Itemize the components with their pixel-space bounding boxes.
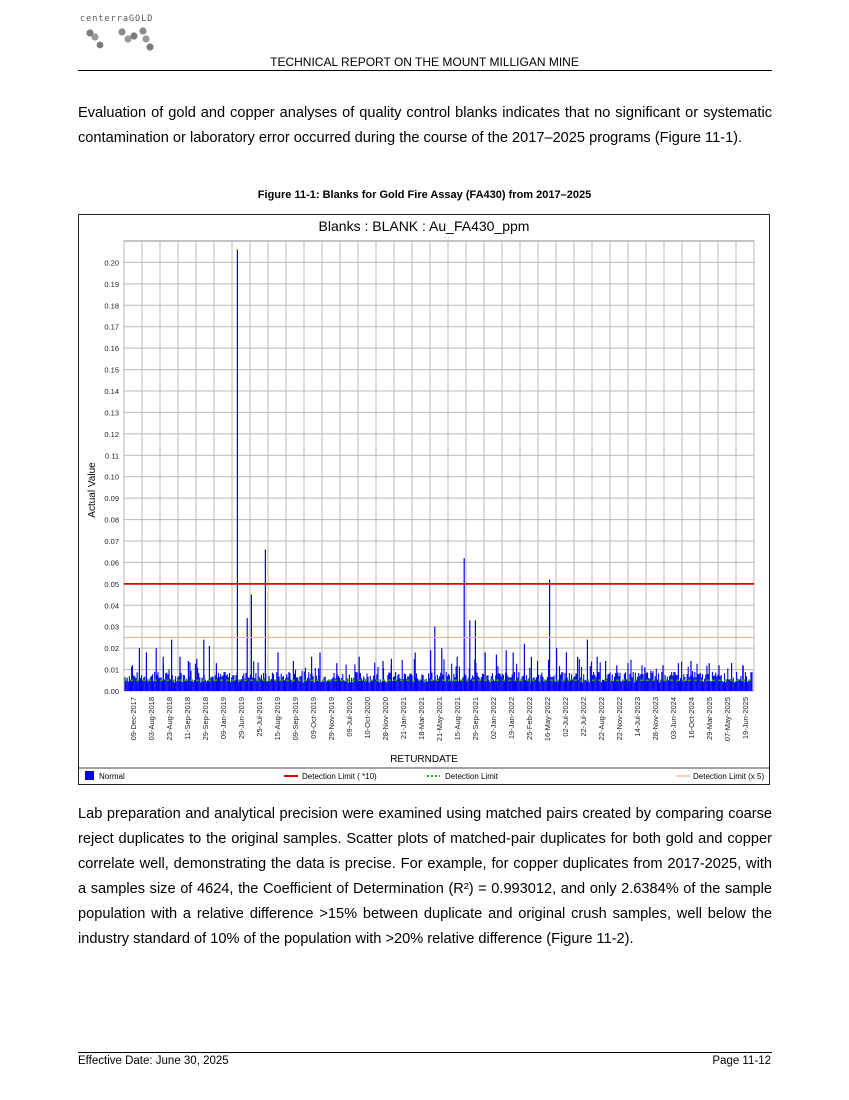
x-tick-label: 09-Jan-2019 xyxy=(219,697,228,740)
x-tick-label: 16-May-2022 xyxy=(543,697,552,742)
x-tick-label: 29-Jun-2019 xyxy=(237,697,246,740)
x-tick-label: 22-Aug-2022 xyxy=(597,697,606,741)
x-tick-label: 02-Jul-2022 xyxy=(561,697,570,737)
y-tick-label: 0.15 xyxy=(104,365,119,375)
x-tick-label: 29-Sep-2021 xyxy=(471,697,480,741)
report-title: TECHNICAL REPORT ON THE MOUNT MILLIGAN MINE xyxy=(270,55,579,69)
x-tick-label: 09-Jul-2020 xyxy=(345,697,354,737)
x-tick-label: 28-Nov-2023 xyxy=(651,697,660,741)
blanks-chart xyxy=(78,214,770,785)
y-tick-label: 0.13 xyxy=(104,408,119,418)
x-tick-label: 07-May-2025 xyxy=(723,697,732,742)
y-tick-label: 0.17 xyxy=(104,322,119,332)
y-tick-label: 0.09 xyxy=(104,494,119,504)
x-tick-label: 29-Sep-2018 xyxy=(201,697,210,741)
y-tick-label: 0.19 xyxy=(104,279,119,289)
chart-svg xyxy=(79,215,769,784)
x-tick-label: 29-Mar-2025 xyxy=(705,697,714,740)
x-tick-label: 14-Jul-2023 xyxy=(633,697,642,737)
y-tick-label: 0.05 xyxy=(104,579,119,589)
x-tick-label: 15-Aug-2021 xyxy=(453,697,462,741)
y-tick-labels xyxy=(104,258,119,696)
y-tick-label: 0.18 xyxy=(104,301,119,311)
y-tick-label: 0.07 xyxy=(104,537,119,546)
x-tick-label: 19-Jun-2025 xyxy=(741,697,750,740)
footer-divider xyxy=(78,1052,772,1053)
x-tick-label: 28-Nov-2020 xyxy=(381,697,390,741)
y-tick-label: 0.01 xyxy=(104,665,119,675)
paragraph-precision: Lab preparation and analytical precision were examined using matched pairs created by comparing coarse reject duplicates to the original samples. Scatter plots of matched-pair duplicates for both gold and copper correlate well, demonstrating the data is precise. For example, for copper duplicates from 2017-2025, with a samples size of 4624, the Coefficient of Determination (R²) = 0.993012, and only 2.6384% of the sample population with a relative difference >15% between duplicate and original crush samples, well below the industry standard of 10% of the population with >20% relative difference (Figure 11-2). xyxy=(78,806,772,947)
y-axis-label: Actual Value xyxy=(87,462,98,518)
x-tick-label: 18-Mar-2021 xyxy=(417,697,426,740)
y-tick-label: 0.00 xyxy=(104,687,119,696)
legend-label: Normal xyxy=(99,772,125,781)
x-tick-label: 03-Jun-2024 xyxy=(669,697,678,740)
legend-label: Detection Limit (x 5) xyxy=(693,772,765,781)
y-tick-label: 0.11 xyxy=(104,451,119,461)
y-tick-label: 0.02 xyxy=(104,644,119,654)
header-divider xyxy=(78,70,772,71)
y-tick-label: 0.04 xyxy=(104,601,119,611)
y-tick-label: 0.16 xyxy=(104,344,119,354)
page-number: Page 11-12 xyxy=(712,1055,771,1067)
x-tick-label: 09-Sep-2019 xyxy=(291,697,300,741)
x-tick-label: 09-Dec-2017 xyxy=(129,697,138,741)
x-tick-label: 19-Jan-2022 xyxy=(507,697,516,740)
x-axis-label: RETURNDATE xyxy=(390,754,458,765)
chart-grid xyxy=(124,241,754,691)
paragraph-blanks: Evaluation of gold and copper analyses of quality control blanks indicates that no significant or systematic contamination or laboratory error occurred during the course of the 2017–2025 programs (Figure 11-1). xyxy=(78,105,772,146)
chart-title: Blanks : BLANK : Au_FA430_ppm xyxy=(318,218,530,234)
legend-label: Detection Limit ( *10) xyxy=(302,772,377,781)
y-tick-label: 0.12 xyxy=(104,429,119,439)
y-tick-label: 0.06 xyxy=(104,558,119,568)
x-tick-label: 09-Oct-2019 xyxy=(309,697,318,739)
plot-area xyxy=(124,241,754,691)
figure-caption: Figure 11-1: Blanks for Gold Fire Assay (FA430) from 2017–2025 xyxy=(257,189,592,201)
logo-text: centerraGOLD xyxy=(80,14,154,24)
x-tick-label: 10-Oct-2020 xyxy=(363,697,372,739)
x-tick-labels xyxy=(129,697,750,741)
x-tick-label: 21-May-2021 xyxy=(435,697,444,742)
y-tick-label: 0.20 xyxy=(104,258,119,268)
y-tick-label: 0.10 xyxy=(104,472,119,482)
x-tick-label: 02-Jan-2022 xyxy=(489,697,498,740)
x-tick-label: 29-Nov-2019 xyxy=(327,697,336,741)
x-tick-label: 25-Feb-2022 xyxy=(525,697,534,740)
effective-date: Effective Date: June 30, 2025 xyxy=(78,1055,229,1067)
legend-swatch-normal xyxy=(85,771,94,780)
y-tick-label: 0.08 xyxy=(104,515,119,525)
x-tick-label: 03-Aug-2018 xyxy=(147,697,156,741)
x-tick-label: 15-Aug-2019 xyxy=(273,697,282,741)
y-tick-label: 0.14 xyxy=(104,387,119,396)
x-tick-label: 25-Jul-2019 xyxy=(255,697,264,737)
x-tick-label: 22-Jul-2022 xyxy=(579,697,588,737)
x-tick-label: 16-Oct-2024 xyxy=(687,697,696,739)
x-tick-label: 21-Jan-2021 xyxy=(399,697,408,740)
x-tick-label: 11-Sep-2018 xyxy=(183,697,192,740)
x-tick-label: 22-Nov-2022 xyxy=(615,697,624,741)
y-tick-label: 0.03 xyxy=(104,622,119,632)
legend-label: Detection Limit xyxy=(445,772,498,781)
chart-legend xyxy=(85,771,764,781)
x-tick-label: 23-Aug-2018 xyxy=(165,697,174,741)
